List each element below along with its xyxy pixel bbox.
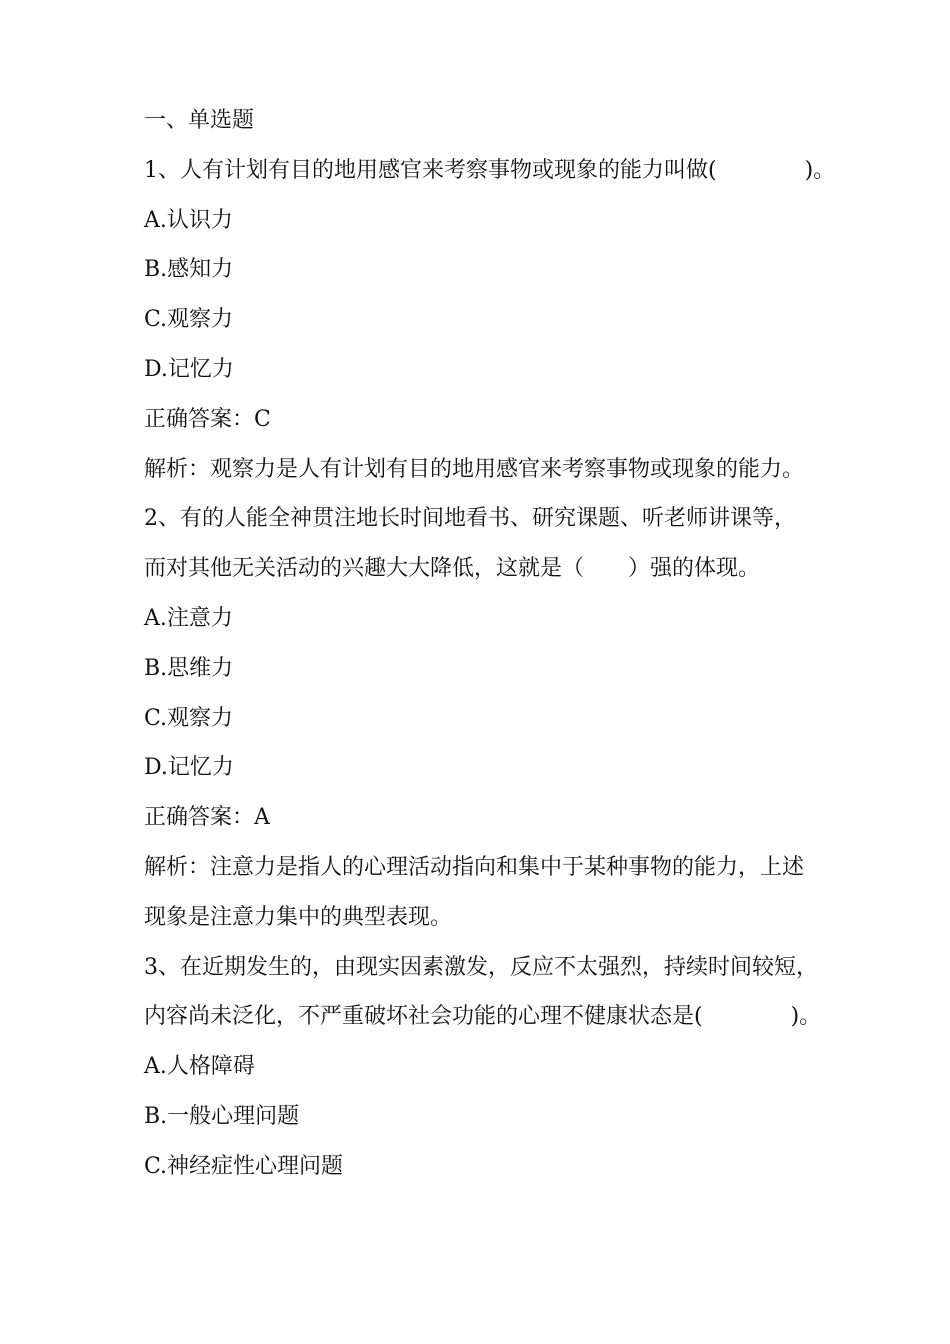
- question-2-option-b: B.思维力: [144, 655, 234, 681]
- question-2-option-d: D.记忆力: [144, 755, 234, 781]
- question-2-stem-line-2: 而对其他无关活动的兴趣大大降低，这就是（ ）强的体现。: [144, 556, 761, 582]
- question-1-answer: 正确答案：C: [144, 406, 271, 432]
- question-1-option-a: A.认识力: [144, 207, 233, 233]
- section-heading: 一、单选题: [144, 108, 255, 133]
- question-3-option-b: B.一般心理问题: [144, 1103, 300, 1129]
- question-2-option-c: C.观察力: [144, 705, 234, 731]
- question-1-explanation: 解析：观察力是人有计划有目的地用感官来考察事物或现象的能力。: [144, 456, 805, 482]
- question-2-explanation-line-1: 解析：注意力是指人的心理活动指向和集中于某种事物的能力，上述: [144, 854, 805, 880]
- question-3-stem-line-1: 3、在近期发生的，由现实因素激发，反应不太强烈，持续时间较短，: [144, 954, 818, 980]
- question-1-option-d: D.记忆力: [144, 356, 234, 382]
- question-3-option-a: A.人格障碍: [144, 1054, 255, 1080]
- question-3-option-c: C.神经症性心理问题: [144, 1153, 344, 1179]
- question-2-answer: 正确答案：A: [144, 805, 270, 831]
- question-2-explanation-line-2: 现象是注意力集中的典型表现。: [144, 904, 453, 930]
- question-3-stem-line-2: 内容尚未泛化，不严重破坏社会功能的心理不健康状态是( )。: [144, 1004, 822, 1030]
- question-1-option-b: B.感知力: [144, 257, 234, 283]
- question-1-option-c: C.观察力: [144, 307, 234, 333]
- document-body: [144, 96, 836, 1192]
- question-2-stem-line-1: 2、有的人能全神贯注地长时间地看书、研究课题、听老师讲课等，: [144, 506, 796, 532]
- question-1-stem: 1、人有计划有目的地用感官来考察事物或现象的能力叫做( )。: [144, 157, 836, 183]
- question-2-option-a: A.注意力: [144, 605, 233, 631]
